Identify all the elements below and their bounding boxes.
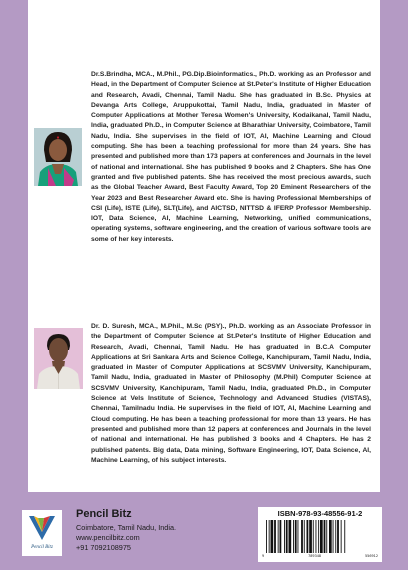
logo-wordmark: Pencil Bitz	[31, 545, 53, 550]
author-portrait-image	[34, 328, 83, 389]
author-photo-brindha	[34, 128, 82, 186]
barcode-digit-group: 789348	[308, 554, 322, 558]
isbn-label: ISBN-978-93-48556-91-2	[277, 509, 363, 518]
barcode-bar	[274, 520, 276, 553]
barcode-bar	[313, 520, 314, 553]
pencil-bitz-logo-icon	[22, 510, 62, 556]
author-bio-brindha: Dr.S.Brindha, MCA., M.Phil., PG.Dip.Bioinformatics., Ph.D. working as an Professor and Head, in the Department of Computer Science at St.Peter's Institute of Higher Education and Research, Avadi, Chennai, Tamil Nadu. She has graduated in B.Sc. Physics at Devanga Arts College, Aruppukottai, Tamil Nadu, India, graduated in Master of Computer Applications at Mother Teresa Women's University, Kodaikanal, Tamil Nadu, India, graduated Ph.D., in Computer Science at Bharathiar University, Coimbatore, Tamil Nadu, India. She supervises in the field of IOT, AI, Machine Learning and Cloud computing. She has been a teaching professional for more than 24 years. She has presented and published more than 173 papers at conferences and Journals in the level of national and international. She has published 9 books and 2 Chapters. She has One granted and five published patents. She has received the most precious awards, such as the Global Teacher Award, Best Faculty Award, Top 20 Eminent Researchers of the Year 2023 and Best Researcher Award etc. She is having Professional Memberships of CSI (Life), ISTE (Life), SLT(Life), and AICTSD, NITTSD & IFERP Professor Membership. IOT, Data Science, AI, Machine Learning, Networking, unified communications, operating systems, software engineering, and the creation of various software tools are some of her key interests.	[91, 71, 371, 243]
barcode-bar	[293, 520, 294, 553]
author-photo-suresh	[34, 328, 83, 389]
publisher-info	[76, 508, 176, 553]
barcode-image	[264, 520, 376, 554]
barcode-bar	[284, 520, 285, 553]
barcode-bar	[329, 520, 332, 553]
barcode-bar	[309, 520, 312, 553]
barcode-bar	[271, 520, 274, 553]
barcode-bar	[324, 520, 326, 553]
barcode-digit-group: 556912	[365, 554, 378, 558]
barcode-bar	[326, 520, 327, 553]
author-portrait-image	[34, 128, 82, 186]
isbn-barcode-box	[258, 507, 382, 562]
barcode-bar	[304, 520, 305, 553]
barcode-bar	[337, 520, 339, 553]
publisher-website[interactable]: www.pencilbitz.com	[76, 533, 140, 542]
barcode-bar	[278, 520, 279, 553]
publisher-phone: +91 7092108975	[76, 543, 131, 552]
barcode-bar	[307, 520, 309, 553]
author-bio-suresh: Dr. D. Suresh, MCA., M.Phil., M.Sc (PSY)., Ph.D. working as an Associate Professor in the Department of Computer Science at St.Peter's Institute of Higher Education and Research, Avadi, Chennai, Tamil Nadu. He has graduated in B.C.A Computer Applications at Sri Sankara Arts and Science College, Kanchipuram, Tamil Nadu, India, graduated in Master of Computer Applications at SCSVMV University, Kanchipuram, Tamil Nadu, India, graduated in Master of Philosophy (M.Phil) Computer Science at SCSVMV University, Kanchipuram, Tamil Nadu, India, graduated Ph.D., in Computer Science at Vels Institute of Science, Technology and Advanced Studies (VISTAS), Chennai, Tamilnadu India. He supervises in the field of IOT, AI, Machine Learning and Cloud computing. He has been a teaching professional for more than 13 years. He has presented and published more than 12 papers at conferences and Journals in the level of national and international. He has published 3 books and 4 Chapters. He has 2 published patents. Big data, Data mining, Software Engineering, IOT, Data Science, AI, Machine Learning, of his subject interests.	[91, 323, 371, 464]
barcode-bar	[298, 520, 299, 553]
publisher-address: Coimbatore, Tamil Nadu, India.	[76, 523, 177, 532]
barcode-bar	[318, 520, 319, 553]
barcode-bar	[266, 520, 267, 553]
barcode-bar	[341, 520, 342, 553]
publisher-name: Pencil Bitz	[76, 508, 132, 520]
barcode-bar	[295, 520, 297, 553]
barcode-bar	[333, 520, 334, 553]
barcode-bar	[320, 520, 323, 553]
barcode-bar	[280, 520, 282, 553]
barcode-bar	[301, 520, 303, 553]
barcode-digits	[262, 554, 378, 558]
barcode-bar	[269, 520, 270, 553]
barcode-bar	[286, 520, 288, 553]
barcode-bar	[344, 520, 345, 553]
publisher-logo	[22, 510, 62, 556]
barcode-bar	[335, 520, 336, 553]
barcode-bar	[289, 520, 292, 553]
barcode-digit-group: 9	[262, 554, 265, 558]
barcode-bar	[316, 520, 317, 553]
